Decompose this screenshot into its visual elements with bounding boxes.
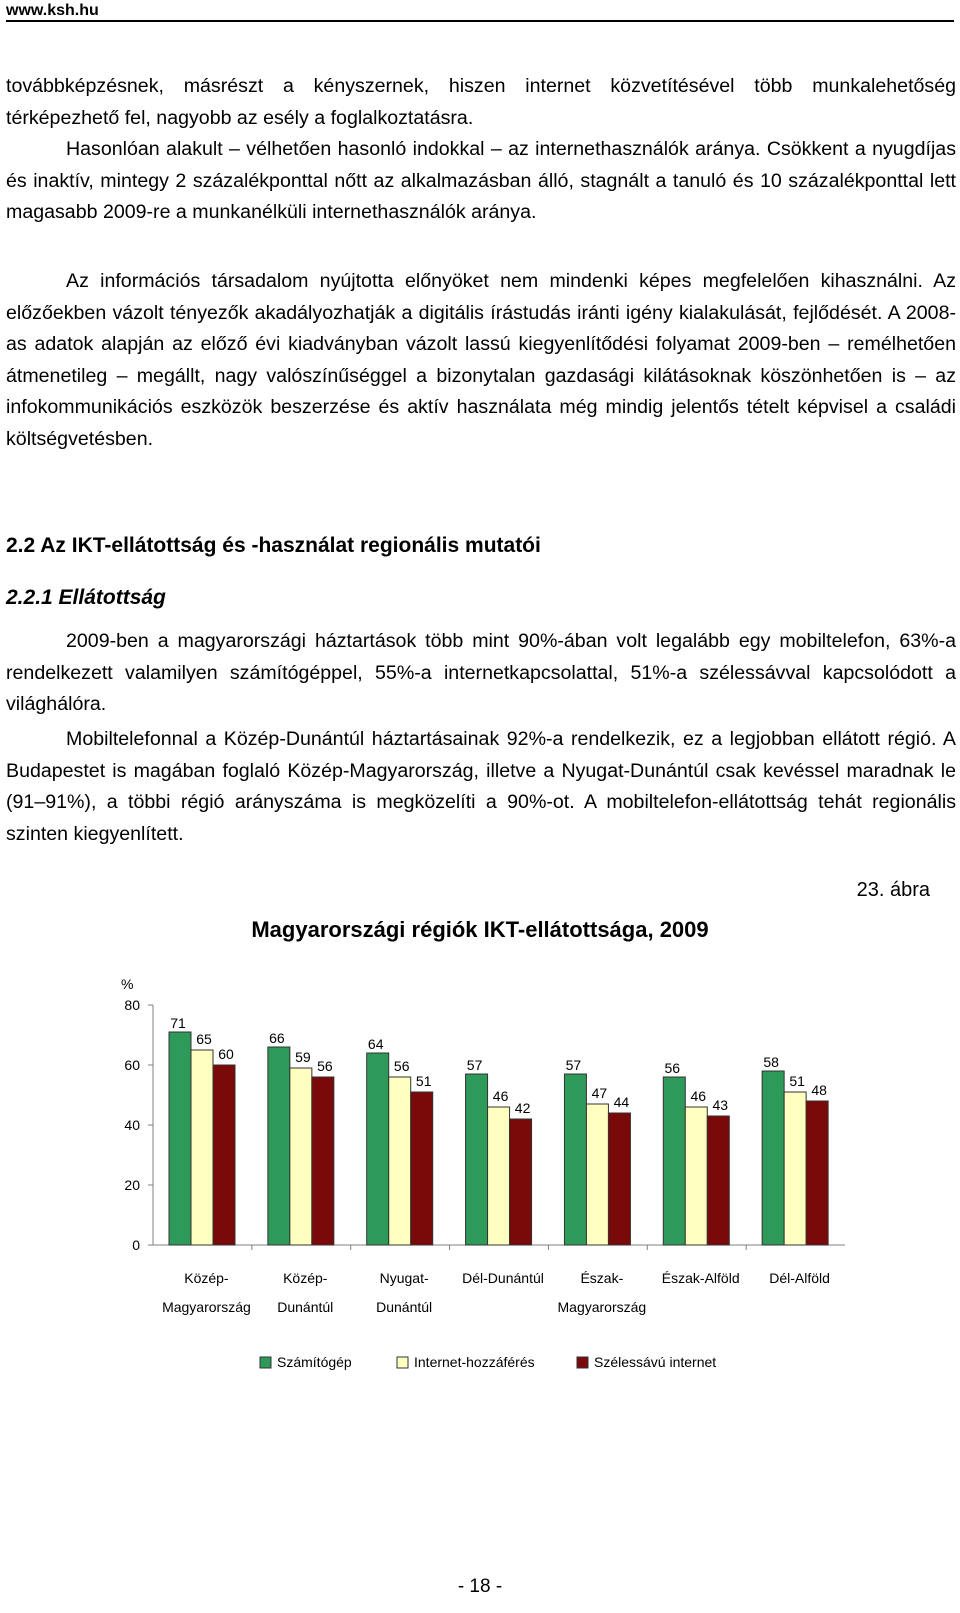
paragraph-2: Hasonlóan alakult – vélhetően hasonló indokkal – az internethasználók aránya. Csökkent a nyugdíjas és inaktív, mintegy 2 százalékponttal nőtt az alkalmazásban álló, stagnált a tanuló és 10 százalékponttal lett magasabb 2009-re a munkanélküli internethasználók aránya. <box>6 138 956 223</box>
category-label: Magyarország <box>557 1299 647 1315</box>
data-label: 56 <box>317 1058 333 1074</box>
data-label: 65 <box>196 1031 212 1047</box>
bar <box>685 1107 707 1245</box>
category-label: Dél-Dunántúl <box>462 1270 544 1286</box>
data-label: 51 <box>789 1073 805 1089</box>
y-tick-label: 0 <box>132 1237 140 1253</box>
data-label: 56 <box>664 1060 681 1076</box>
data-label: 44 <box>613 1094 630 1110</box>
data-label: 66 <box>269 1030 285 1046</box>
category-label: Dunántúl <box>277 1299 334 1315</box>
y-tick-label: 40 <box>124 1117 140 1133</box>
bar <box>510 1119 532 1245</box>
paragraph-4: 2009-ben a magyarországi háztartások több mint 90%-ában volt legalább egy mobiltelefon, 63%-a rendelkezett valamilyen számítógéppel, 55%-a internetkapcsolattal, 51%-a szélessávval kapcsolódott a világhálóra. <box>6 630 956 715</box>
legend-label: Számítógép <box>277 1354 352 1370</box>
data-label: 57 <box>565 1057 582 1073</box>
category-label: Dunántúl <box>376 1299 433 1315</box>
category-label: Észak-Alföld <box>661 1270 740 1286</box>
data-label: 47 <box>591 1085 608 1101</box>
bar <box>806 1101 828 1245</box>
data-label: 46 <box>690 1088 707 1104</box>
data-label: 48 <box>811 1082 827 1098</box>
data-label: 57 <box>466 1057 483 1073</box>
subsection-heading: 2.2.1 Ellátottság <box>6 586 166 609</box>
legend-swatch <box>577 1357 588 1368</box>
legend-swatch <box>260 1357 271 1368</box>
paragraph-3: Az információs társadalom nyújtotta előnyöket nem mindenki képes megfelelően kihasználni. Az előzőekben vázolt tényezők akadályozhatják a digitális írástudás iránti igény kialakulását, fejlődését. A 2008-as adatok alapján az előző évi kiadványban vázolt lassú kiegyenlítődési folyamat 2009-ben – remélhetően átmenetileg – megállt, nagy valószínűséggel a bizonytalan gazdasági kilátásoknak köszönhetően is – az infokommunikációs eszközök beszerzése és aktív használata még mindig jelentős tételt képvisel a családi költségvetésben. <box>6 270 956 450</box>
y-tick-label: 80 <box>124 997 140 1013</box>
y-tick-label: 20 <box>124 1177 140 1193</box>
data-label: 58 <box>763 1054 779 1070</box>
legend-label: Szélessávú internet <box>594 1354 717 1370</box>
bar <box>784 1092 806 1245</box>
y-tick-label: 60 <box>124 1057 140 1073</box>
bar <box>586 1104 608 1245</box>
section-heading: 2.2 Az IKT-ellátottság és -használat regionális mutatói <box>6 534 541 557</box>
category-label: Közép- <box>184 1270 229 1286</box>
data-label: 60 <box>218 1046 234 1062</box>
category-label: Közép- <box>283 1270 328 1286</box>
data-label: 59 <box>295 1049 311 1065</box>
bar <box>411 1092 433 1245</box>
data-label: 71 <box>170 1015 186 1031</box>
y-axis-unit-label: % <box>121 976 134 992</box>
bar <box>466 1074 488 1245</box>
bar <box>707 1116 729 1245</box>
data-label: 42 <box>514 1100 531 1116</box>
bar <box>367 1053 389 1245</box>
category-label: Dél-Alföld <box>769 1270 830 1286</box>
data-label: 46 <box>492 1088 509 1104</box>
bar <box>290 1068 312 1245</box>
page-number: - 18 - <box>457 1576 503 1597</box>
bar <box>564 1074 586 1245</box>
bar <box>762 1071 784 1245</box>
bar <box>312 1077 334 1245</box>
figure-number: 23. ábra <box>856 879 930 901</box>
paragraph-5: Mobiltelefonnal a Közép-Dunántúl háztartásainak 92%-a rendelkezik, ez a legjobban ellátott régió. A Budapestet is magában foglaló Közép-Magyarország, illetve a Nyugat-Dunántúl csak kevéssel maradnak le (91–91%), a többi régió arányszáma is megközelíti a 90%-ot. A mobiltelefon-ellátottság tehát regionális szinten kiegyenlített. <box>6 728 956 845</box>
bar <box>389 1077 411 1245</box>
site-header <box>6 2 954 22</box>
category-label: Észak- <box>580 1270 624 1286</box>
data-label: 64 <box>367 1036 384 1052</box>
category-label: Magyarország <box>162 1299 251 1315</box>
bar-chart <box>0 960 960 1380</box>
site-url[interactable]: www.ksh.hu <box>6 2 99 19</box>
bar <box>608 1113 630 1245</box>
legend-swatch <box>397 1357 408 1368</box>
data-label: 56 <box>393 1058 410 1074</box>
bar <box>169 1032 191 1245</box>
chart-title: Magyarországi régiók IKT-ellátottsága, 2009 <box>251 917 709 942</box>
bar <box>663 1077 685 1245</box>
paragraph-1: továbbképzésnek, másrészt a kényszernek, hiszen internet közvetítésével több munkalehetőség térképezhető fel, nagyobb az esély a foglalkoztatásra. <box>6 75 956 129</box>
bar <box>213 1065 235 1245</box>
category-label: Nyugat- <box>379 1270 429 1286</box>
legend-label: Internet-hozzáférés <box>414 1354 535 1370</box>
bar <box>268 1047 290 1245</box>
data-label: 43 <box>712 1097 729 1113</box>
bar <box>191 1050 213 1245</box>
bar <box>488 1107 510 1245</box>
data-label: 51 <box>415 1073 432 1089</box>
